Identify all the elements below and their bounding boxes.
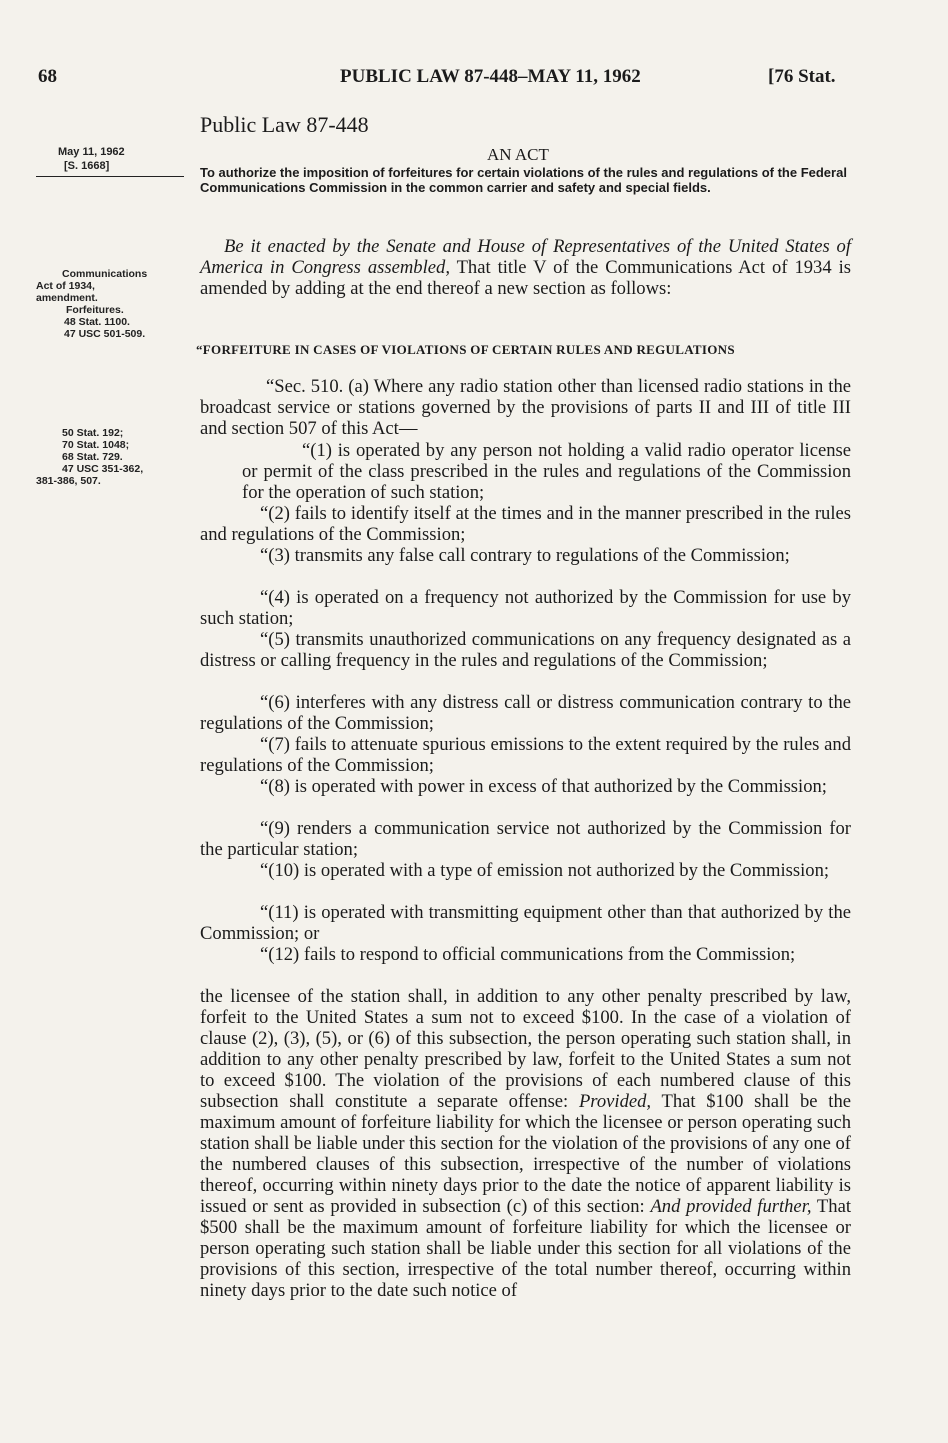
clause-10: “(10) is operated with a type of emission not authorized by the Commission; xyxy=(260,860,830,881)
law-name: Public Law 87-448 xyxy=(200,112,369,137)
clause-4: “(4) is operated on a frequency not authorized by the Commission for use by such station; xyxy=(200,587,851,629)
clause-1: “(1) is operated by any person not holding a valid radio operator license or permit of the class prescribed in the rules and regulations of the Commission for the operation of such station; xyxy=(242,440,851,503)
statute-reference: [76 Stat. xyxy=(768,66,836,87)
clause-8: “(8) is operated with power in excess of that authorized by the Commission; xyxy=(260,776,827,797)
act-purpose: To authorize the imposition of forfeitures for certain violations of the rules and regulations of the Federal Communications Commission in the common carrier and safety and special fields. xyxy=(200,165,847,195)
margin-communications: Communications Act of 1934, amendment. Forfeitures. 48 Stat. 1100. 47 USC 501-509. xyxy=(36,268,148,340)
enacting-clause: Be it enacted by the Senate and House of Representatives of the United States of America in Congress assembled, That title V of the Communications Act of 1934 is amended by adding at the end thereof a new section as follows: xyxy=(200,236,851,299)
clause-3: “(3) transmits any false call contrary to regulations of the Commission; xyxy=(260,545,790,566)
margin-date: May 11, 1962 xyxy=(58,146,125,158)
section-intro: “Sec. 510. (a) Where any radio station other than licensed radio stations in the broadcast service or stations governed by the provisions of parts II and III of title III and section 507 of this Act— xyxy=(200,376,851,439)
clause-9: “(9) renders a communication service not authorized by the Commission for the particular station; xyxy=(200,818,851,860)
clause-2: “(2) fails to identify itself at the times and in the manner prescribed in the rules and regulations of the Commission; xyxy=(200,503,851,545)
closing-paragraph: the licensee of the station shall, in addition to any other penalty prescribed by law, forfeit to the United States a sum not to exceed $100. In the case of a violation of clause (2), (3), (5), or (6) of this subsection, the person operating such station shall, in addition to any other penalty prescribed by law, forfeit to the United States a sum not to exceed $100. The violation of the provisions of each numbered clause of this subsection shall constitute a separate offense: Provided, That $100 shall be the maximum amount of forfeiture liability for which the licensee or person operating such station shall be liable under this section for the violation of the provisions of any one of the numbered clauses of this subsection, irrespective of the number of violations thereof, occurring within ninety days prior to the date the notice of apparent liability is issued or sent as provided in subsection (c) of this section: And provided further, That $500 shall be the maximum amount of forfeiture liability for which the licensee or person operating such station shall be liable under this section for all violations of the provisions of this section, irrespective of the total number thereof, occurring within ninety days prior to the date such notice of xyxy=(200,986,851,1301)
page-number: 68 xyxy=(38,66,57,87)
running-title: PUBLIC LAW 87-448–MAY 11, 1962 xyxy=(340,66,641,87)
clause-5: “(5) transmits unauthorized communications on any frequency designated as a distress or calling frequency in the rules and regulations of the Commission; xyxy=(200,629,851,671)
act-label: AN ACT xyxy=(487,145,549,164)
clause-7: “(7) fails to attenuate spurious emissions to the extent required by the rules and regulations of the Commission; xyxy=(200,734,851,776)
section-heading: “FORFEITURE IN CASES OF VIOLATIONS OF CERTAIN RULES AND REGULATIONS xyxy=(196,342,735,357)
clause-6: “(6) interferes with any distress call or distress communication contrary to the regulations of the Commission; xyxy=(200,692,851,734)
margin-rule xyxy=(36,176,184,177)
margin-citations: 50 Stat. 192; 70 Stat. 1048; 68 Stat. 729. 47 USC 351-362, 381-386, 507. xyxy=(36,427,144,487)
clause-11: “(11) is operated with transmitting equipment other than that authorized by the Commission; or xyxy=(200,902,851,944)
margin-bill: [S. 1668] xyxy=(64,160,110,172)
clause-12: “(12) fails to respond to official communications from the Commission; xyxy=(260,944,796,965)
